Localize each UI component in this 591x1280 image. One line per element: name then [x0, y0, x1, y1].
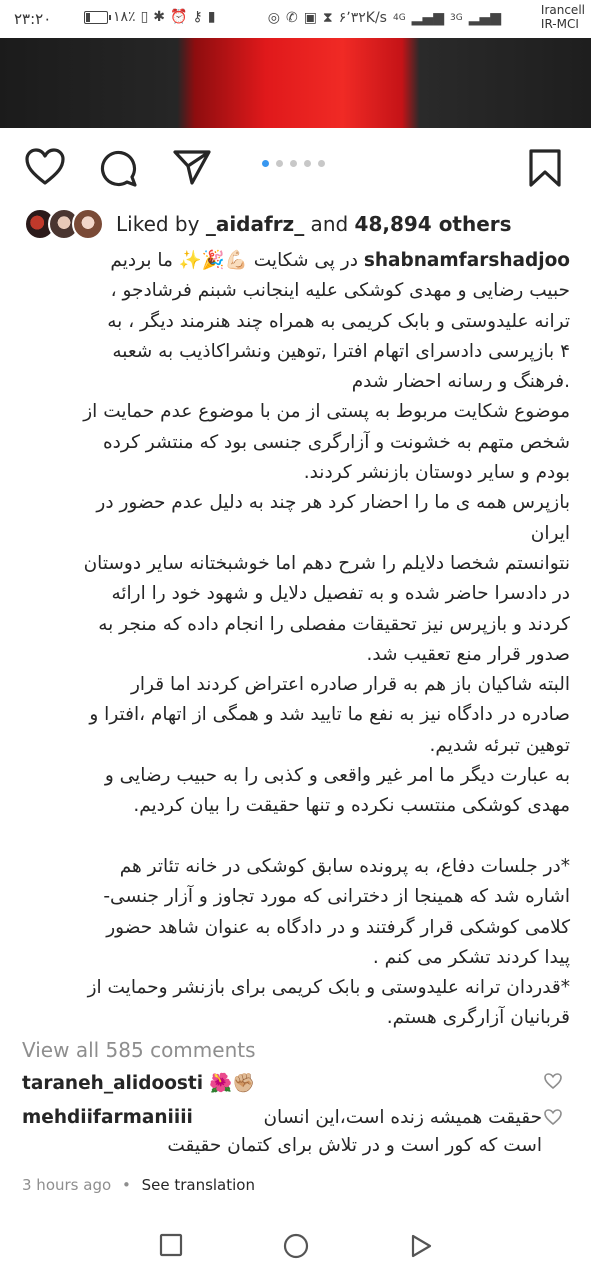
system-nav-bar — [0, 1215, 591, 1280]
alarm-icon: ⏰ — [170, 9, 188, 25]
post-meta — [22, 1176, 255, 1194]
see-translation-link[interactable]: See translation — [141, 1176, 255, 1194]
signal-icon-2: ▂▄▆ — [468, 10, 501, 26]
hourglass-icon: ⧗ — [322, 10, 333, 26]
bluetooth-icon: ✱ — [153, 9, 166, 25]
battery-percent: ۱۸٪ — [113, 9, 136, 25]
comment-text: حقیقت همیشه زنده است،این انسان — [263, 1107, 542, 1128]
likes-row[interactable] — [24, 206, 512, 242]
comment-text-line2: است که کور است و در تلاش برای کتمان حقیقت — [167, 1135, 542, 1156]
phone-icon: ▮ — [207, 9, 216, 25]
comment-row — [22, 1070, 542, 1098]
status-time: ۲۳:۲۰ — [14, 10, 52, 28]
comment-username[interactable]: mehdiifarmaniiii — [22, 1107, 193, 1128]
caption-text: در پی شکایت 💪🏻🎉✨ ما بردیم حبیب رضایی و مهدی کوشکی علیه اینجانب شبنم فرشادجو ، ترانه علیدوستی و بابک کریمی به همراه چند هنرمند دیگر ، به ۴ بازپرسی دادسرای اتهام افترا ,توهین ونشراکاذیب به شعبه .فرهنگ و رسانه احضار شدم موضوع شکایت مربوط به پستی از من با موضوع عدم حمایت از شخص متهم به خشونت و آزارگری جنسی بود که منتشر کرده بودم و سایر دوستان بازنشر کردند. بازپرس همه ی ما را احضار کرد هر چند به دلیل عدم حضور در ایران نتوانستم شخصا دلایلم را شرح دهم اما خوشبختانه سایر دوستان در دادسرا حاضر شده و به تفصیل دلایل و شهود خود را ارائه کردند و بازپرس نیز تحقیقات مفصلی را انجام داده که منجر به صدور قرار منع تعقیب شد. البته شاکیان باز هم به قرار صادره اعتراض کردند اما قرار صادره در دادگاه نیز به نفع ما تایید شد و همگی از اتهام ،افترا و توهین تبرئه شدیم. به عبارت دیگر ما امر غیر واقعی و کذبی را به حبیب رضایی و مهدی کوشکی منتسب نکرده و تنها حقیقت را بیان کردیم. *در جلسات دفاع، به پرونده سابق کوشکی در خانه تئاتر هم اشاره شد که همینجا از دخترانی که مورد تجاوز و آزار جنسی- کلامی کوشکی قرار گرفتند و در دادگاه به عنوان شاهد حضور پیدا کردند تشکر می کنم . *قدردان ترانه علیدوستی و بابک کریمی برای بازنشر وحمایت از قربانیان آزارگری هستم. — [83, 250, 570, 1029]
comment-like-heart-icon[interactable] — [543, 1072, 563, 1090]
like-heart-icon[interactable] — [24, 148, 66, 186]
carousel-dot-1 — [262, 160, 269, 167]
carousel-dot-5 — [318, 160, 325, 167]
key-icon: ⚷ — [192, 9, 203, 25]
signal-4g: 4G — [392, 13, 406, 23]
avatar — [72, 208, 104, 240]
likes-middle: and — [304, 212, 355, 236]
caption-username[interactable]: shabnamfarshadjoo — [363, 250, 570, 271]
comment-like-heart-icon[interactable] — [543, 1108, 563, 1126]
comment-text: 🌺✊🏼 — [209, 1073, 256, 1094]
save-bookmark-icon[interactable] — [528, 148, 562, 188]
carrier-name-2: IR-MCI — [540, 17, 579, 31]
comment-icon[interactable] — [98, 148, 138, 188]
recents-square-icon[interactable] — [159, 1233, 183, 1257]
battery-icon — [84, 11, 108, 24]
likes-count[interactable]: 48,894 others — [354, 212, 512, 236]
carousel-dot-3 — [290, 160, 297, 167]
back-triangle-icon[interactable] — [409, 1233, 433, 1259]
carousel-dot-2 — [276, 160, 283, 167]
post-image[interactable] — [0, 38, 591, 128]
status-bar — [0, 0, 591, 38]
signal-3g: 3G — [449, 13, 463, 23]
liked-by-user[interactable]: _aidafrz_ — [205, 212, 305, 236]
carousel-indicator — [262, 160, 325, 167]
signal-icon: ▂▄▆ — [411, 10, 444, 26]
carousel-dot-4 — [304, 160, 311, 167]
whatsapp-icon: ✆ — [285, 10, 298, 26]
vibrate-icon: ▯ — [140, 9, 149, 25]
post-time: 3 hours ago — [22, 1176, 112, 1194]
carrier-name: Irancell — [540, 3, 585, 17]
comment-username[interactable]: taraneh_alidoosti — [22, 1073, 204, 1094]
home-circle-icon[interactable] — [283, 1233, 309, 1259]
liker-avatars — [24, 208, 112, 240]
network-speed: ۶٬۳۲K/s — [338, 10, 387, 26]
instagram-icon: ◎ — [267, 10, 280, 26]
comment-row — [22, 1104, 542, 1160]
likes-prefix: Liked by — [116, 212, 206, 236]
app-icon: ▣ — [303, 10, 317, 26]
likes-text — [116, 212, 512, 236]
view-all-comments-link[interactable]: View all 585 comments — [22, 1038, 256, 1062]
share-icon[interactable] — [172, 148, 212, 186]
meta-separator: • — [121, 1176, 131, 1194]
post-caption — [22, 246, 570, 1034]
